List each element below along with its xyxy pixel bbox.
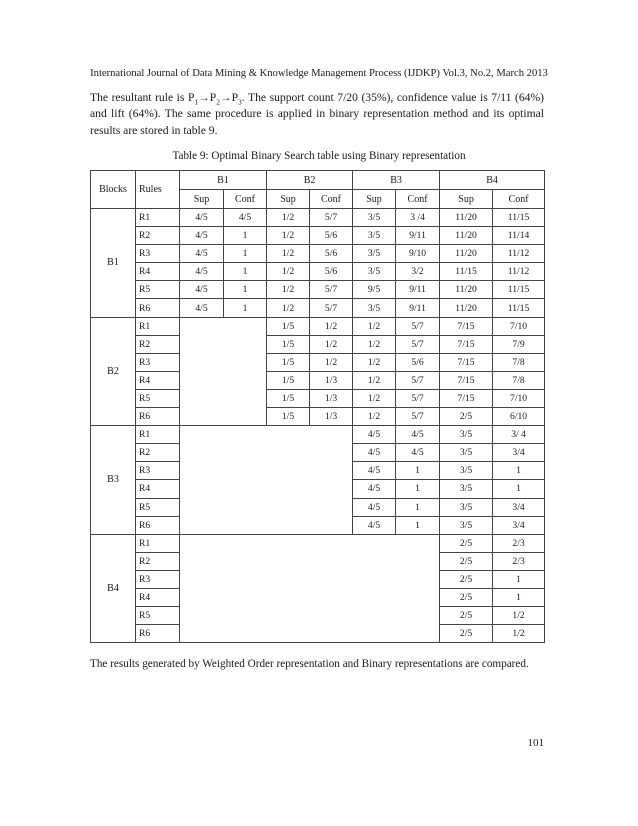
value-cell: 1/2: [493, 607, 545, 625]
value-cell: 1/2: [267, 245, 310, 263]
rule-cell: R1: [136, 534, 180, 552]
value-cell: 3/ 4: [493, 426, 545, 444]
value-cell: 1/5: [267, 408, 310, 426]
value-cell: 1/2: [353, 371, 396, 389]
value-cell: 4/5: [180, 245, 224, 263]
empty-region: [180, 426, 353, 535]
rule-cell: R1: [136, 209, 180, 227]
value-cell: 1/3: [310, 408, 353, 426]
value-cell: 2/5: [440, 534, 493, 552]
value-cell: 11/20: [440, 281, 493, 299]
rule-cell: R5: [136, 607, 180, 625]
table-row: [91, 426, 545, 444]
value-cell: 11/15: [493, 281, 545, 299]
header-rules: Rules: [136, 171, 180, 209]
value-cell: 7/10: [493, 317, 545, 335]
value-cell: 1/2: [353, 408, 396, 426]
table-row: [91, 408, 545, 426]
page-number: 101: [527, 737, 544, 749]
rule-cell: R2: [136, 335, 180, 353]
rule-cell: R5: [136, 389, 180, 407]
table-row: [91, 317, 545, 335]
value-cell: 3/5: [440, 444, 493, 462]
table-row: [91, 281, 545, 299]
value-cell: 7/15: [440, 389, 493, 407]
header-sup: Sup: [440, 190, 493, 209]
value-cell: 4/5: [180, 263, 224, 281]
value-cell: 1: [224, 299, 267, 317]
rule-cell: R4: [136, 371, 180, 389]
value-cell: 7/9: [493, 335, 545, 353]
value-cell: 3/4: [493, 444, 545, 462]
rule-cell: R6: [136, 299, 180, 317]
value-cell: 3 /4: [396, 209, 440, 227]
rule-cell: R2: [136, 552, 180, 570]
value-cell: 1/5: [267, 353, 310, 371]
value-cell: 7/15: [440, 353, 493, 371]
table-caption: Table 9: Optimal Binary Search table using Binary representation: [172, 150, 466, 162]
value-cell: 11/15: [493, 209, 545, 227]
closing-sentence: The results generated by Weighted Order representation and Binary representations are compared.: [90, 658, 529, 670]
value-cell: 5/7: [310, 209, 353, 227]
value-cell: 11/12: [493, 263, 545, 281]
value-cell: 5/6: [396, 353, 440, 371]
value-cell: 1/2: [267, 209, 310, 227]
rule-cell: R6: [136, 408, 180, 426]
value-cell: 3/5: [353, 245, 396, 263]
value-cell: 3/5: [353, 227, 396, 245]
value-cell: 1/2: [267, 299, 310, 317]
value-cell: 4/5: [353, 462, 396, 480]
value-cell: 2/5: [440, 607, 493, 625]
value-cell: 2/3: [493, 552, 545, 570]
value-cell: 7/15: [440, 335, 493, 353]
value-cell: 2/5: [440, 552, 493, 570]
rule-cell: R6: [136, 625, 180, 643]
header-group: B3: [353, 171, 440, 190]
value-cell: 1/3: [310, 389, 353, 407]
value-cell: 4/5: [353, 426, 396, 444]
value-cell: 1/2: [310, 335, 353, 353]
value-cell: 5/7: [310, 299, 353, 317]
value-cell: 1: [396, 462, 440, 480]
value-cell: 3/5: [353, 263, 396, 281]
table-row: [91, 534, 545, 552]
block-label: B2: [91, 317, 136, 426]
header-conf: Conf: [310, 190, 353, 209]
value-cell: 4/5: [353, 444, 396, 462]
value-cell: 1: [224, 281, 267, 299]
value-cell: 4/5: [353, 516, 396, 534]
value-cell: 11/12: [493, 245, 545, 263]
header-group: B2: [267, 171, 353, 190]
header-group: B1: [180, 171, 267, 190]
value-cell: 5/7: [396, 389, 440, 407]
value-cell: 1/2: [493, 625, 545, 643]
value-cell: 2/5: [440, 570, 493, 588]
table-row: [91, 209, 545, 227]
value-cell: 4/5: [180, 209, 224, 227]
header-conf: Conf: [493, 190, 545, 209]
value-cell: 5/7: [396, 371, 440, 389]
value-cell: 11/15: [440, 263, 493, 281]
value-cell: 1/2: [267, 227, 310, 245]
rule-cell: R3: [136, 353, 180, 371]
value-cell: 1/2: [353, 317, 396, 335]
value-cell: 4/5: [180, 281, 224, 299]
table-row: [91, 353, 545, 371]
block-label: B1: [91, 209, 136, 318]
value-cell: 1/5: [267, 389, 310, 407]
empty-region: [180, 534, 440, 643]
value-cell: 1/5: [267, 371, 310, 389]
rule-cell: R2: [136, 444, 180, 462]
value-cell: 11/20: [440, 209, 493, 227]
value-cell: 4/5: [224, 209, 267, 227]
table-row: [91, 227, 545, 245]
value-cell: 4/5: [353, 498, 396, 516]
rule-cell: R1: [136, 426, 180, 444]
rule-cell: R3: [136, 245, 180, 263]
header-conf: Conf: [224, 190, 267, 209]
value-cell: 3/2: [396, 263, 440, 281]
value-cell: 4/5: [396, 444, 440, 462]
table-row: [91, 263, 545, 281]
binary-results-table: [90, 170, 545, 643]
table-row: [91, 389, 545, 407]
table-header-row: [91, 171, 545, 190]
value-cell: 3/4: [493, 498, 545, 516]
value-cell: 1/2: [310, 353, 353, 371]
value-cell: 3/5: [353, 209, 396, 227]
value-cell: 11/15: [493, 299, 545, 317]
value-cell: 1: [396, 498, 440, 516]
empty-region: [180, 317, 267, 426]
value-cell: 2/5: [440, 625, 493, 643]
value-cell: 1/2: [310, 317, 353, 335]
value-cell: 9/11: [396, 227, 440, 245]
value-cell: 9/10: [396, 245, 440, 263]
value-cell: 1/2: [353, 389, 396, 407]
rule-cell: R4: [136, 480, 180, 498]
value-cell: 3/5: [440, 516, 493, 534]
rule-cell: R5: [136, 498, 180, 516]
value-cell: 1: [224, 263, 267, 281]
value-cell: 5/6: [310, 227, 353, 245]
header-sup: Sup: [353, 190, 396, 209]
value-cell: 11/20: [440, 245, 493, 263]
rule-cell: R4: [136, 588, 180, 606]
rule-cell: R6: [136, 516, 180, 534]
value-cell: 5/6: [310, 245, 353, 263]
rule-cell: R4: [136, 263, 180, 281]
value-cell: 11/14: [493, 227, 545, 245]
rule-cell: R1: [136, 317, 180, 335]
value-cell: 1/2: [267, 263, 310, 281]
value-cell: 7/15: [440, 317, 493, 335]
value-cell: 7/8: [493, 353, 545, 371]
value-cell: 7/10: [493, 389, 545, 407]
table-row: [91, 299, 545, 317]
value-cell: 2/5: [440, 588, 493, 606]
value-cell: 1/2: [353, 335, 396, 353]
value-cell: 1: [396, 480, 440, 498]
journal-header: International Journal of Data Mining & Knowledge Management Process (IJDKP) Vol.3, No.2, March 2013: [90, 68, 548, 79]
value-cell: 1: [224, 227, 267, 245]
value-cell: 1: [493, 480, 545, 498]
block-label: B4: [91, 534, 136, 643]
header-conf: Conf: [396, 190, 440, 209]
value-cell: 5/7: [396, 408, 440, 426]
block-label: B3: [91, 426, 136, 535]
value-cell: 1: [493, 570, 545, 588]
value-cell: 6/10: [493, 408, 545, 426]
rule-cell: R5: [136, 281, 180, 299]
header-group: B4: [440, 171, 545, 190]
value-cell: 1: [224, 245, 267, 263]
header-sup: Sup: [267, 190, 310, 209]
value-cell: 2/3: [493, 534, 545, 552]
header-blocks: Blocks: [91, 171, 136, 209]
value-cell: 7/15: [440, 371, 493, 389]
value-cell: 11/20: [440, 227, 493, 245]
value-cell: 9/11: [396, 299, 440, 317]
value-cell: 3/5: [440, 462, 493, 480]
value-cell: 1/2: [267, 281, 310, 299]
value-cell: 3/5: [440, 426, 493, 444]
value-cell: 2/5: [440, 408, 493, 426]
value-cell: 9/11: [396, 281, 440, 299]
results-paragraph: The resultant rule is $P_1\to P_2\to P_3$. The support count 7/20 (35%), confidence value is 7/11 (64%) and lift (64%). The same procedure is applied in binary representation method and its optimal results are stored in table 9.: [90, 91, 544, 137]
table-row: [91, 335, 545, 353]
value-cell: 1/5: [267, 317, 310, 335]
value-cell: 1: [493, 588, 545, 606]
value-cell: 3/5: [440, 498, 493, 516]
value-cell: 1/5: [267, 335, 310, 353]
value-cell: 11/20: [440, 299, 493, 317]
value-cell: 3/4: [493, 516, 545, 534]
value-cell: 7/8: [493, 371, 545, 389]
value-cell: 1: [493, 462, 545, 480]
rule-cell: R2: [136, 227, 180, 245]
value-cell: 3/5: [440, 480, 493, 498]
value-cell: 5/7: [396, 335, 440, 353]
value-cell: 5/6: [310, 263, 353, 281]
value-cell: 5/7: [310, 281, 353, 299]
value-cell: 9/5: [353, 281, 396, 299]
table-row: [91, 245, 545, 263]
rule-cell: R3: [136, 462, 180, 480]
value-cell: 4/5: [396, 426, 440, 444]
value-cell: 1/2: [353, 353, 396, 371]
value-cell: 3/5: [353, 299, 396, 317]
table-row: [91, 371, 545, 389]
value-cell: 1/3: [310, 371, 353, 389]
value-cell: 4/5: [353, 480, 396, 498]
value-cell: 4/5: [180, 299, 224, 317]
rule-cell: R3: [136, 570, 180, 588]
value-cell: 5/7: [396, 317, 440, 335]
value-cell: 1: [396, 516, 440, 534]
value-cell: 4/5: [180, 227, 224, 245]
header-sup: Sup: [180, 190, 224, 209]
